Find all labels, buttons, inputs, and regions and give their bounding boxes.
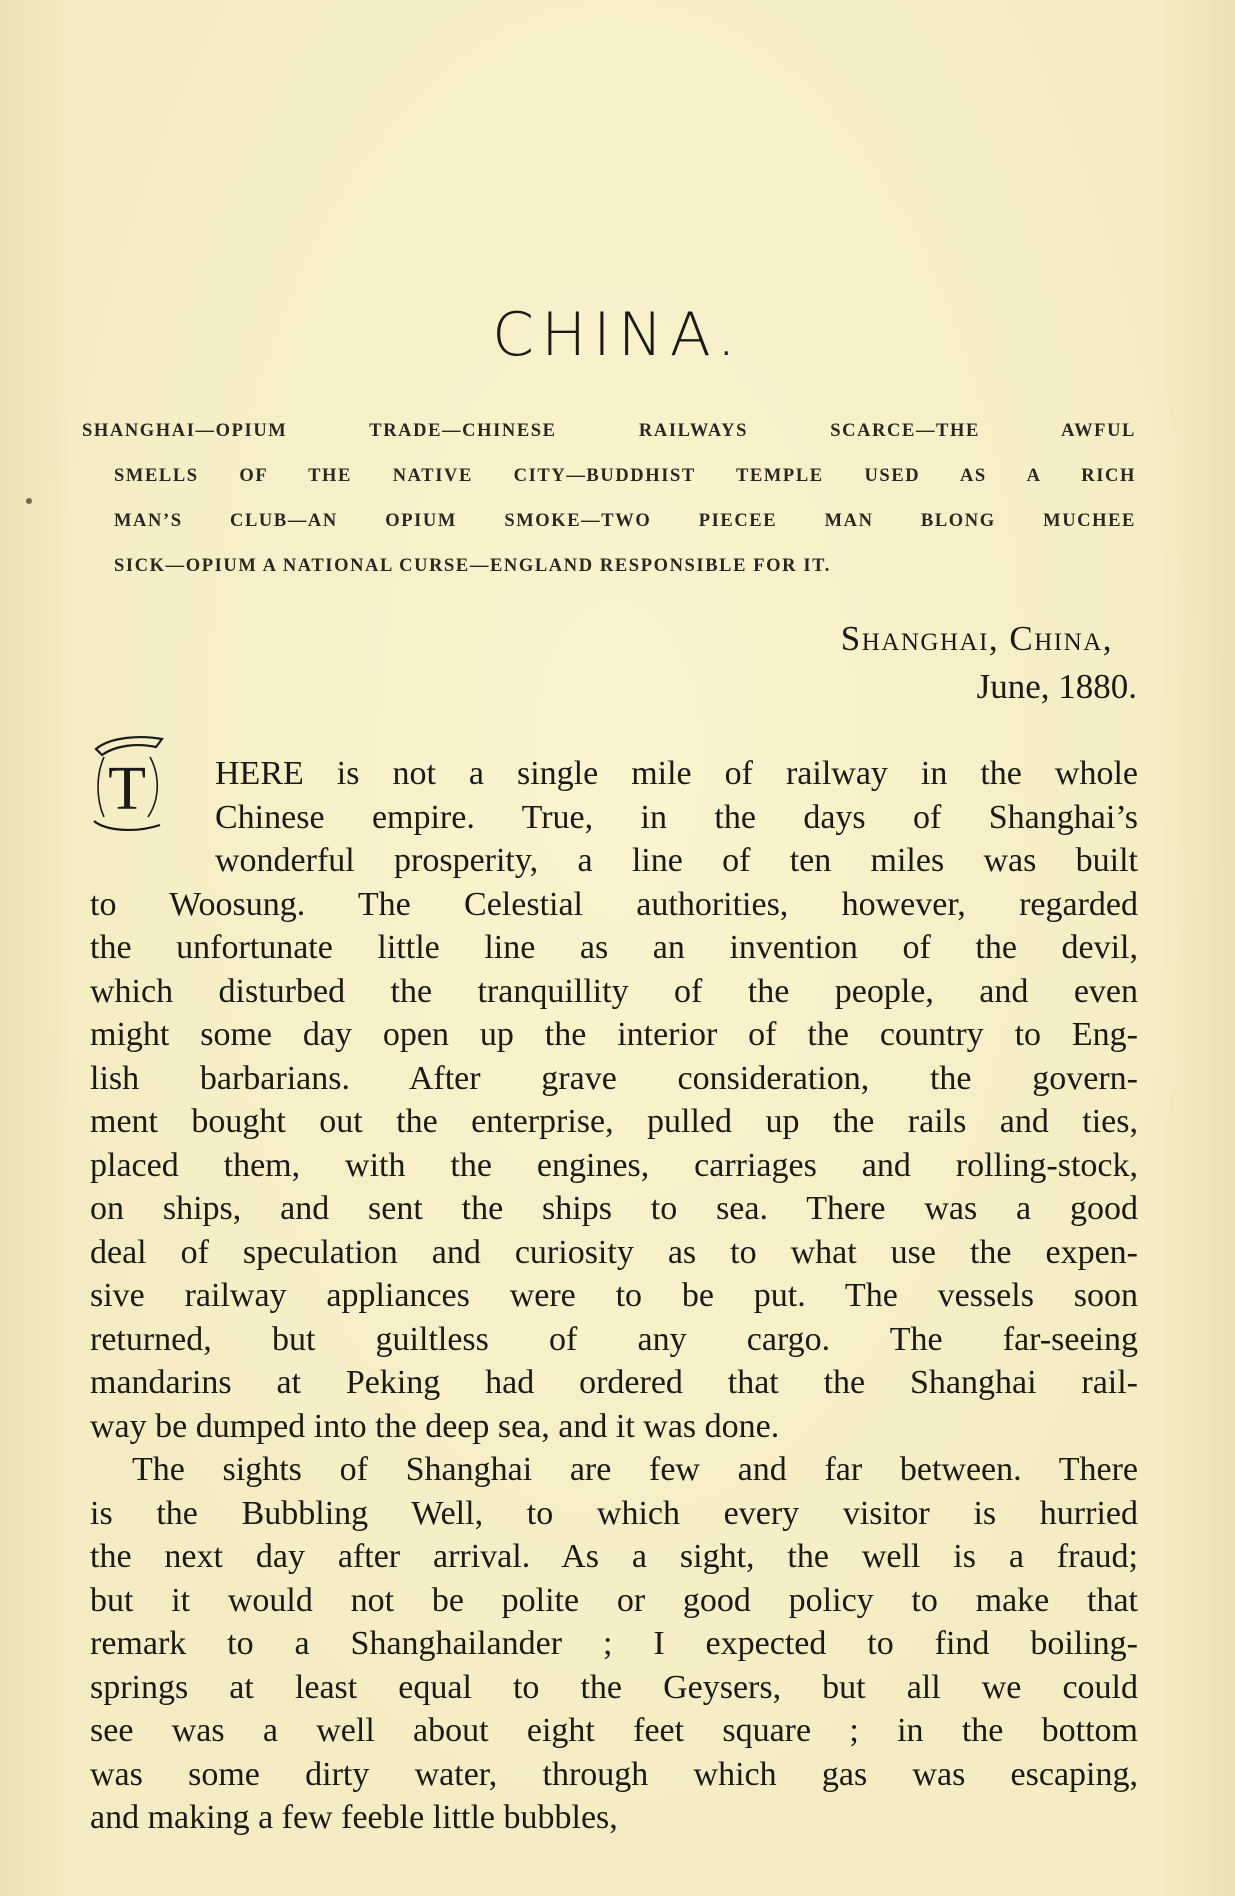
body-line: returned, but guiltless of any cargo. The far-seeing — [90, 1320, 1138, 1358]
body-line: HERE is not a single mile of railway in the whole — [215, 755, 1138, 792]
summary-line: MAN’S CLUB—AN OPIUM SMOKE—TWO PIECEE MAN BLONG MUCHEE — [114, 511, 1136, 531]
body-line: remark to a Shanghailander ; I expected to find boiling- — [90, 1625, 1138, 1662]
body-line: wonderful prosperity, a line of ten miles was built — [215, 842, 1138, 879]
body-line: placed them, with the engines, carriages and rolling-stock, — [90, 1146, 1138, 1184]
body-line: mandarins at Peking had ordered that the Shanghai rail- — [90, 1364, 1138, 1401]
body-line: lish barbarians. After grave consideration, the govern- — [90, 1059, 1138, 1097]
body-line: on ships, and sent the ships to sea. There was a good — [90, 1190, 1138, 1227]
body-line: ment bought out the enterprise, pulled up the rails and ties, — [90, 1103, 1138, 1140]
body-line: springs at least equal to the Geysers, but all we could — [90, 1668, 1138, 1706]
chapter-body — [90, 752, 1138, 1840]
ink-smudge — [26, 498, 32, 504]
body-line: see was a well about eight feet square ; in the bottom — [90, 1712, 1138, 1749]
body-line: to Woosung. The Celestial authorities, however, regarded — [90, 885, 1138, 923]
summary-line: SHANGHAI—OPIUM TRADE—CHINESE RAILWAYS SCARCE—THE AWFUL — [82, 421, 1136, 441]
summary-line: SICK—OPIUM A NATIONAL CURSE—ENGLAND RESPONSIBLE FOR IT. — [114, 556, 831, 576]
body-line: way be dumped into the deep sea, and it was done. — [90, 1407, 780, 1445]
drop-cap-letter: T — [108, 755, 146, 823]
body-line: was some dirty water, through which gas was escaping, — [90, 1755, 1138, 1793]
dateline — [841, 615, 1137, 711]
body-line: the unfortunate little line as an invention of the devil, — [90, 929, 1138, 966]
summary-line: SMELLS OF THE NATIVE CITY—BUDDHIST TEMPLE USED AS A RICH — [114, 466, 1136, 486]
chapter-summary — [82, 409, 1136, 589]
body-line: The sights of Shanghai are few and far between. There — [132, 1451, 1138, 1488]
body-line: and making a few feeble little bubbles, — [90, 1799, 618, 1836]
dateline-date: June, 1880. — [976, 667, 1137, 706]
chapter-title: CHINA. — [492, 300, 743, 370]
body-line: sive railway appliances were to be put. The vessels soon — [90, 1277, 1138, 1314]
body-line: might some day open up the interior of the country to Eng- — [90, 1016, 1138, 1053]
body-line: Chinese empire. True, in the days of Shanghai’s — [215, 798, 1138, 836]
body-line: is the Bubbling Well, to which every visitor is hurried — [90, 1494, 1138, 1532]
body-line: but it would not be polite or good policy to make that — [90, 1581, 1138, 1619]
body-line: deal of speculation and curiosity as to what use the expen- — [90, 1233, 1138, 1271]
body-line: the next day after arrival. As a sight, the well is a fraud; — [90, 1538, 1138, 1575]
body-line: which disturbed the tranquillity of the people, and even — [90, 972, 1138, 1010]
dateline-place: Shanghai, China, — [840, 619, 1113, 658]
